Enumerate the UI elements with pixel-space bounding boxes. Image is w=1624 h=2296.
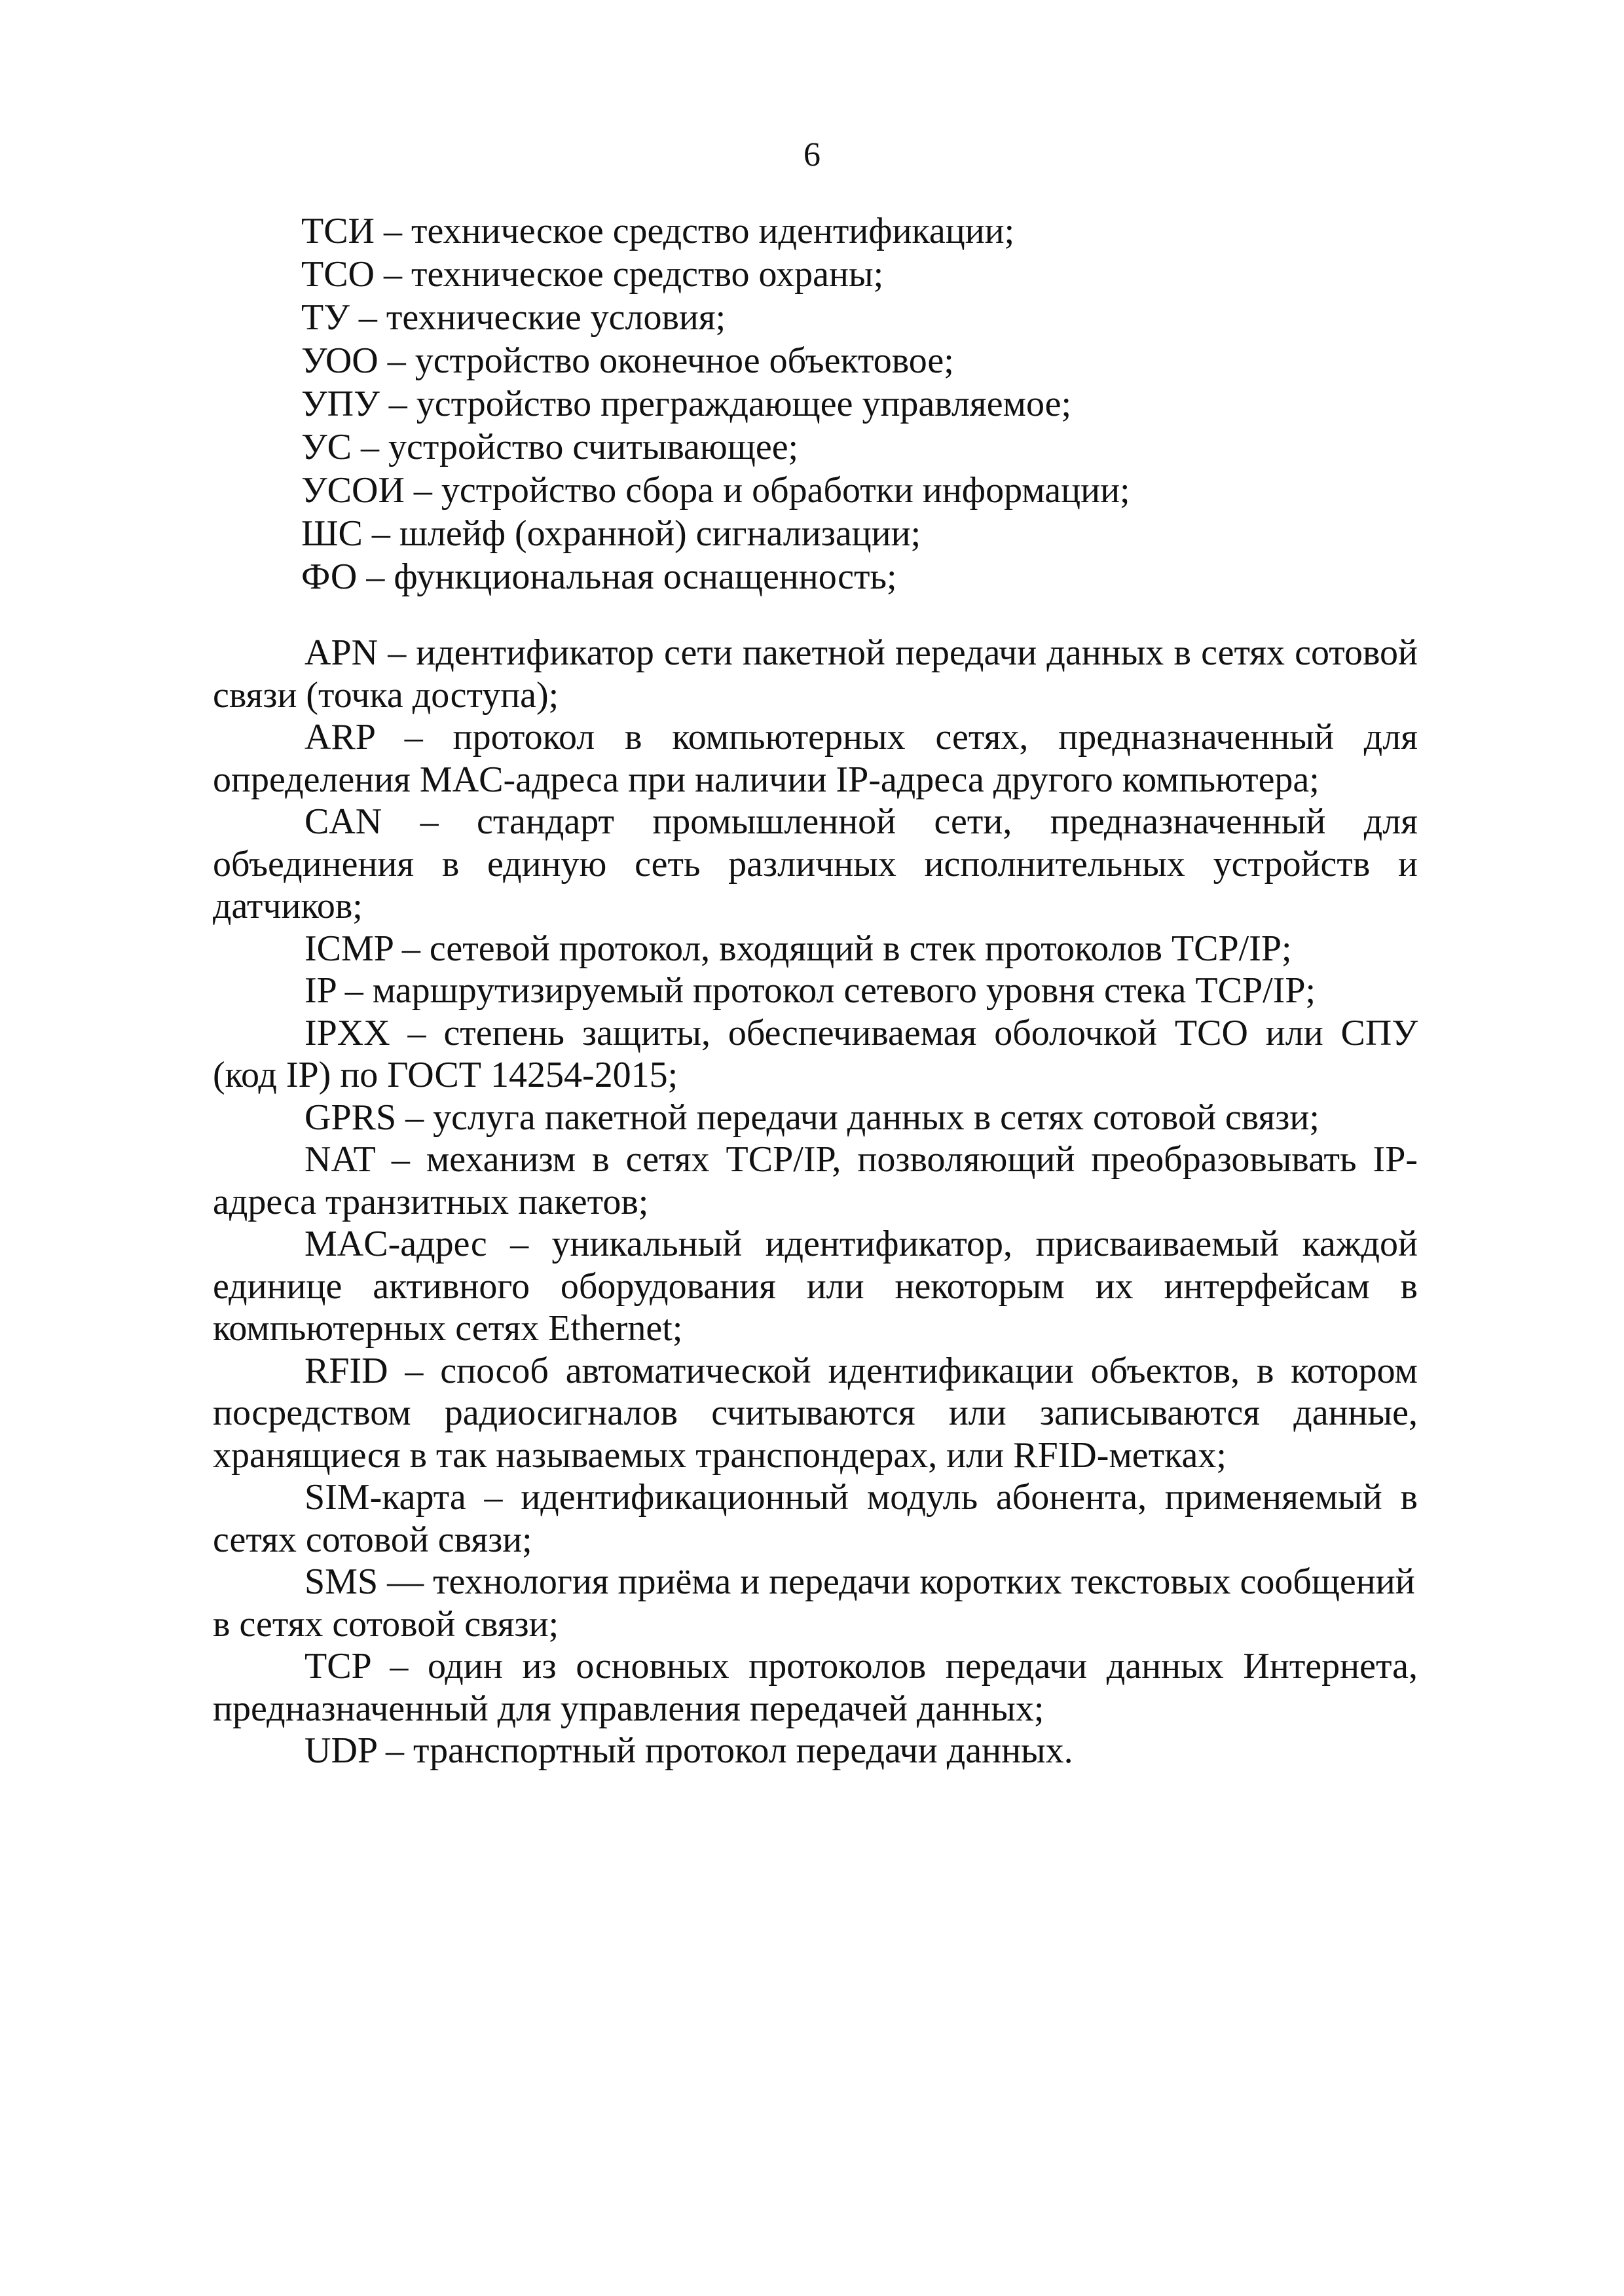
abbreviation-entry: ТСИ – техническое средство идентификации; [301, 211, 1015, 251]
abbreviation-entry: УСОИ – устройство сбора и обработки информации; [301, 470, 1130, 511]
abbreviation-entry-ip: IP – маршрутизируемый протокол сетевого уровня стека TCP/IP; [304, 970, 1316, 1011]
abbreviation-entry-sim: SIM-карта – идентификационный модуль абонента, применяемый в сетях сотовой связи; [213, 1477, 1418, 1560]
abbreviation-entry: ФО – функциональная оснащенность; [301, 556, 897, 597]
abbreviation-entry-udp: UDP – транспортный протокол передачи данных. [304, 1730, 1073, 1771]
abbreviation-entry: ТСО – техническое средство охраны; [301, 254, 884, 295]
abbreviation-entry-tcp: TCP – один из основных протоколов передачи данных Интернета, предназначенный для управления передачей данных; [213, 1646, 1418, 1729]
abbreviation-entry: УОО – устройство оконечное объектовое; [301, 340, 954, 381]
abbreviation-entry-rfid: RFID – способ автоматической идентификации объектов, в котором посредством радиосигналов считываются или записываются данные, хранящиеся в так называемых транспондерах, или RFID-метках; [213, 1350, 1418, 1476]
abbreviation-entry-sms: SMS — технология приёма и передачи коротких текстовых сообщений [304, 1561, 1415, 1602]
abbreviation-entry-ipxx: IPXX – степень защиты, обеспечиваемая оболочкой ТСО или СПУ (код IP) по ГОСТ 14254-2015; [213, 1012, 1418, 1095]
abbreviation-entry-arp: ARP – протокол в компьютерных сетях, предназначенный для определения MAC-адреса при наличии IP-адреса другого компьютера; [213, 717, 1418, 800]
abbreviation-entry-gprs: GPRS – услуга пакетной передачи данных в сетях сотовой связи; [304, 1097, 1320, 1138]
latin-abbreviation-list [213, 632, 1418, 1772]
cyrillic-abbreviation-list [301, 210, 1480, 598]
abbreviation-entry: ТУ – технические условия; [301, 297, 726, 338]
abbreviation-entry-nat: NAT – механизм в сетях TCP/IP, позволяющий преобразовывать IP-адреса транзитных пакетов; [213, 1139, 1418, 1222]
abbreviation-entry-icmp: ICMP – сетевой протокол, входящий в стек протоколов TCP/IP; [304, 928, 1292, 969]
abbreviation-entry: УПУ – устройство преграждающее управляемое; [301, 384, 1072, 424]
page-number: 6 [803, 136, 821, 173]
abbreviation-entry-apn: APN – идентификатор сети пакетной передачи данных в сетях сотовой связи (точка доступа); [213, 632, 1418, 716]
abbreviation-entry-sms-continuation: в сетях сотовой связи; [213, 1603, 559, 1645]
abbreviation-entry-can: CAN – стандарт промышленной сети, предназначенный для объединения в единую сеть различных исполнительных устройств и датчиков; [213, 801, 1418, 926]
abbreviation-entry-mac: MAC-адрес – уникальный идентификатор, присваиваемый каждой единице активного оборудования или некоторым их интерфейсам в компьютерных сетях Ethernet; [213, 1224, 1418, 1349]
abbreviation-entry: ШС – шлейф (охранной) сигнализации; [301, 513, 921, 554]
abbreviation-entry: УС – устройство считывающее; [301, 427, 799, 467]
